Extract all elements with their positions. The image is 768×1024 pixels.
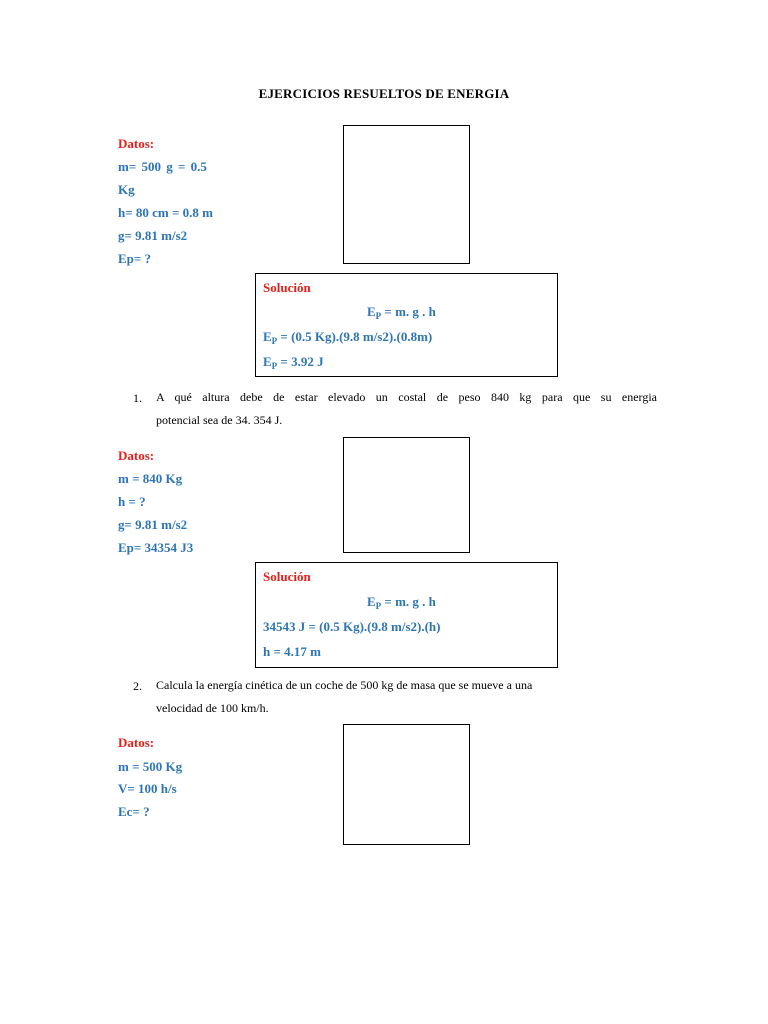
question-text: A qué altura debe de estar elevado un costal de peso 840 kg para que su energia potencial sea de 34. 354 J. xyxy=(156,390,657,427)
page-title: EJERCICIOS RESUELTOS DE ENERGIA xyxy=(258,86,510,101)
solution-label: Solución xyxy=(263,280,311,295)
question-number: 1. xyxy=(133,391,142,405)
datos-label: Datos: xyxy=(118,448,155,463)
datos-height: h= 80 cm = 0.8 m xyxy=(118,205,213,220)
datos-mass: m= 500 g = 0.5 xyxy=(118,159,207,174)
datos-gravity: g= 9.81 m/s2 xyxy=(118,228,188,243)
question-number: 2. xyxy=(133,679,142,693)
result-line: $E_P = 3.92$ J xyxy=(263,354,324,371)
datos-energy: Ep= 34354 J3 xyxy=(118,540,194,555)
substitution-line: $E_P = (0.5$ Kg).(9.8 m/s2).(0.8m) xyxy=(263,329,433,346)
formula-line: $E_P = m$. g . h xyxy=(367,594,436,611)
datos-label: Datos: xyxy=(118,735,155,750)
solution-label: Solución xyxy=(263,569,311,584)
datos-mass-unit: Kg xyxy=(118,182,135,197)
diagram-box xyxy=(343,437,470,553)
result-line: h = 4.17 m xyxy=(263,644,321,659)
datos-mass: m = 840 Kg xyxy=(118,471,183,486)
solution-box xyxy=(255,273,558,377)
datos-unknown: Ep= ? xyxy=(118,251,152,266)
solution-box xyxy=(255,562,558,668)
datos-gravity: g= 9.81 m/s2 xyxy=(118,517,188,532)
substitution-line: 34543 J = (0.5 Kg).(9.8 m/s2).(h) xyxy=(263,619,441,634)
diagram-box xyxy=(343,125,470,264)
datos-unknown: Ec= ? xyxy=(118,804,150,819)
datos-velocity: V= 100 h/s xyxy=(118,781,177,796)
datos-mass: m = 500 Kg xyxy=(118,759,183,774)
question-text: Calcula la energía cinética de un coche de 500 kg de masa que se mueve a una velocidad de 100 km/h. xyxy=(156,678,533,715)
datos-height: h = ? xyxy=(118,494,146,509)
datos-label: Datos: xyxy=(118,136,155,151)
diagram-box xyxy=(343,724,470,845)
formula-line: $E_P = m$. g . h xyxy=(367,304,436,321)
